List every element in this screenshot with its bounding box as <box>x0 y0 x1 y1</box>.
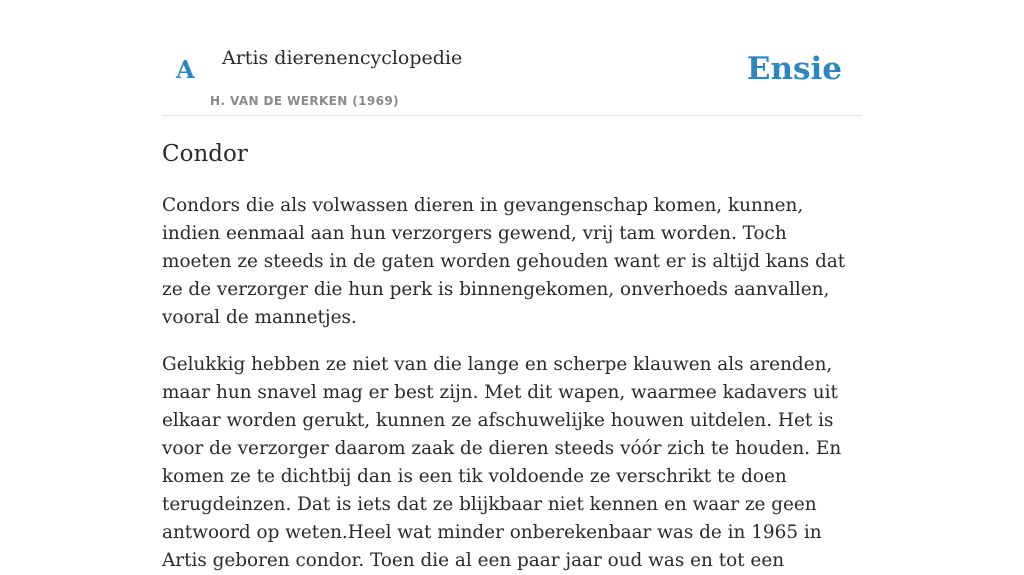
source-author: H. VAN DE WERKEN (1969) <box>210 94 400 108</box>
page-header <box>162 0 862 116</box>
brand-logo[interactable]: Ensie <box>746 51 842 87</box>
source-title[interactable]: Artis dierenencyclopedie <box>222 47 463 69</box>
paragraph: Condors die als volwassen dieren in gevangenschap komen, kunnen, indien eenmaal aan hun verzorgers gewend, vrij tam worden. Toch moeten ze steeds in de gaten worden gehouden want er is altijd kans dat ze de verzorger die hun perk is binnengekomen, onverhoeds aanvallen, vooral de mannetjes. <box>162 195 846 328</box>
article-title: Condor <box>162 141 248 167</box>
paragraph: Gelukkig hebben ze niet van die lange en scherpe klauwen als arenden, maar hun snavel mag er best zijn. Met dit wapen, waarmee kadavers uit elkaar worden gerukt, kunnen ze afschuwelijke houwen uitdelen. Het is voor de verzorger daarom zaak de dieren steeds vóór zich te houden. En komen ze te dichtbij dan is een tik voldoende ze verschrikt te doen terugdeinzen. Dat is iets dat ze blijkbaar niet kennen en waar ze geen antwoord op weten.Heel wat minder onberekenbaar was de in 1965 in Artis geboren condor. Toen die al een paar jaar oud was en tot een <box>162 354 842 571</box>
article <box>162 138 862 575</box>
index-letter[interactable]: A <box>176 55 195 84</box>
article-body <box>162 192 862 575</box>
